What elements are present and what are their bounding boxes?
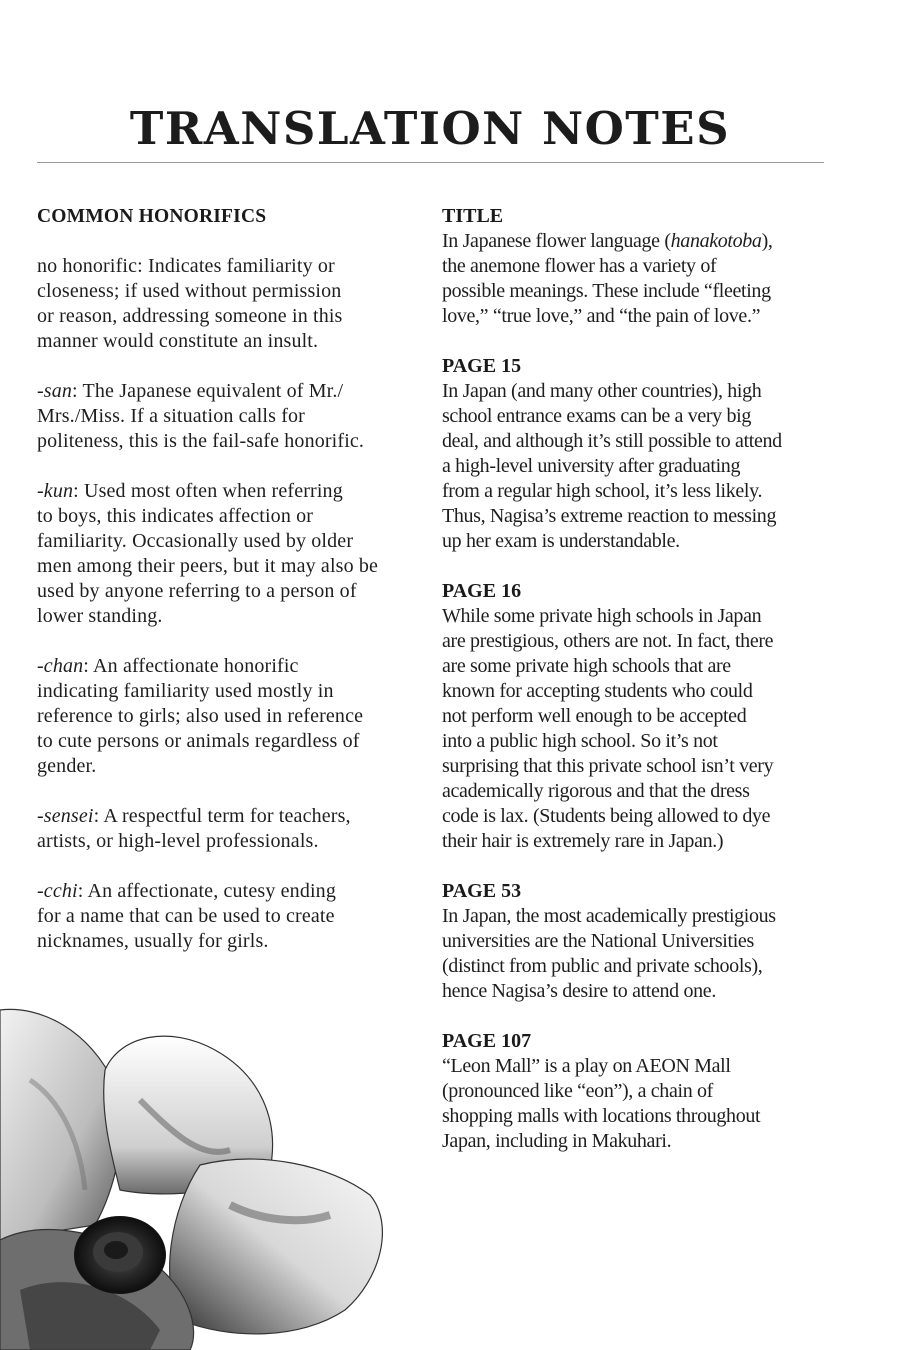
honorifics-heading: COMMON HONORIFICS [37, 206, 267, 227]
title-divider [37, 162, 824, 163]
honorific-line: manner would constitute an insult. [37, 330, 319, 352]
page-title: TRANSLATION NOTES [129, 102, 731, 155]
honorific-line: indicating familiarity used mostly in [37, 680, 334, 702]
note-line: up her exam is understandable. [442, 530, 680, 552]
honorific-line: gender. [37, 755, 97, 777]
note-line: In Japan, the most academically prestigious [442, 905, 776, 927]
note-line: In Japanese flower language ( [442, 230, 671, 252]
note-heading: TITLE [442, 205, 504, 227]
honorific-line: nicknames, usually for girls. [37, 930, 269, 952]
honorific-entry-kun [37, 479, 432, 629]
honorific-line: lower standing. [37, 605, 163, 627]
honorific-line: for a name that can be used to create [37, 905, 335, 927]
honorific-term: -chan [37, 655, 84, 677]
note-line: from a regular high school, it’s less likely. [442, 480, 763, 502]
note-page-15 [442, 354, 842, 554]
honorific-line: : Used most often when referring [73, 480, 343, 502]
note-line: While some private high schools in Japan [442, 605, 762, 627]
honorific-line: politeness, this is the fail-safe honorific. [37, 430, 365, 452]
note-line: the anemone flower has a variety of [442, 255, 717, 277]
note-line: are some private high schools that are [442, 655, 731, 677]
note-heading: PAGE 53 [442, 880, 522, 902]
honorific-line: closeness; if used without permission [37, 280, 342, 302]
note-line: a high-level university after graduating [442, 455, 741, 477]
note-line: (pronounced like “eon”), a chain of [442, 1080, 713, 1102]
honorific-entry-none [37, 254, 432, 354]
honorific-line: or reason, addressing someone in this [37, 305, 343, 327]
note-page-16 [442, 579, 842, 854]
honorific-term: -kun [37, 480, 74, 502]
honorific-line: to cute persons or animals regardless of [37, 730, 360, 752]
honorific-line: : An affectionate, cutesy ending [77, 880, 336, 902]
note-line: In Japan (and many other countries), high [442, 380, 762, 402]
note-heading: PAGE 107 [442, 1030, 532, 1052]
note-line: not perform well enough to be accepted [442, 705, 747, 727]
note-line: code is lax. (Students being allowed to dye [442, 805, 771, 827]
honorific-entry-cchi [37, 879, 432, 954]
honorific-line: reference to girls; also used in reference [37, 705, 364, 727]
anemone-flower-icon [0, 990, 400, 1350]
note-title [442, 204, 842, 329]
note-line: “Leon Mall” is a play on AEON Mall [442, 1055, 731, 1077]
honorific-line: artists, or high-level professionals. [37, 830, 319, 852]
honorific-line: men among their peers, but it may also be [37, 555, 379, 577]
note-line: Thus, Nagisa’s extreme reaction to messing [442, 505, 777, 527]
note-page-53 [442, 879, 842, 1004]
honorific-line: : A respectful term for teachers, [93, 805, 351, 827]
honorifics-column [37, 204, 432, 979]
note-line: ), [761, 230, 773, 252]
note-page-107 [442, 1029, 842, 1154]
notes-column [442, 204, 842, 1179]
honorific-line: to boys, this indicates affection or [37, 505, 314, 527]
honorific-line: used by anyone referring to a person of [37, 580, 357, 602]
note-line: deal, and although it’s still possible to attend [442, 430, 782, 452]
honorific-term: -san [37, 380, 73, 402]
note-line: (distinct from public and private schools), [442, 955, 763, 977]
honorific-entry-san [37, 379, 432, 454]
note-line: school entrance exams can be a very big [442, 405, 751, 427]
note-line: love,” “true love,” and “the pain of love.” [442, 305, 761, 327]
honorific-term: -sensei [37, 805, 94, 827]
note-line: possible meanings. These include “fleeting [442, 280, 771, 302]
honorific-entry-chan [37, 654, 432, 779]
honorific-line: no honorific: Indicates familiarity or [37, 255, 335, 277]
honorific-line: Mrs./Miss. If a situation calls for [37, 405, 305, 427]
honorific-line: : An affectionate honorific [83, 655, 299, 677]
honorific-line: familiarity. Occasionally used by older [37, 530, 354, 552]
note-line: into a public high school. So it’s not [442, 730, 718, 752]
honorific-entry-sensei [37, 804, 432, 854]
note-term: hanakotoba [670, 230, 762, 252]
note-line: their hair is extremely rare in Japan.) [442, 830, 724, 852]
honorific-term: -cchi [37, 880, 78, 902]
note-line: known for accepting students who could [442, 680, 753, 702]
note-line: hence Nagisa’s desire to attend one. [442, 980, 716, 1002]
note-line: surprising that this private school isn’t very [442, 755, 774, 777]
note-heading: PAGE 15 [442, 355, 522, 377]
note-line: universities are the National Universities [442, 930, 754, 952]
note-line: Japan, including in Makuhari. [442, 1130, 672, 1152]
honorific-line: : The Japanese equivalent of Mr./ [72, 380, 344, 402]
note-line: academically rigorous and that the dress [442, 780, 750, 802]
note-line: are prestigious, others are not. In fact, there [442, 630, 774, 652]
note-heading: PAGE 16 [442, 580, 522, 602]
note-line: shopping malls with locations throughout [442, 1105, 761, 1127]
